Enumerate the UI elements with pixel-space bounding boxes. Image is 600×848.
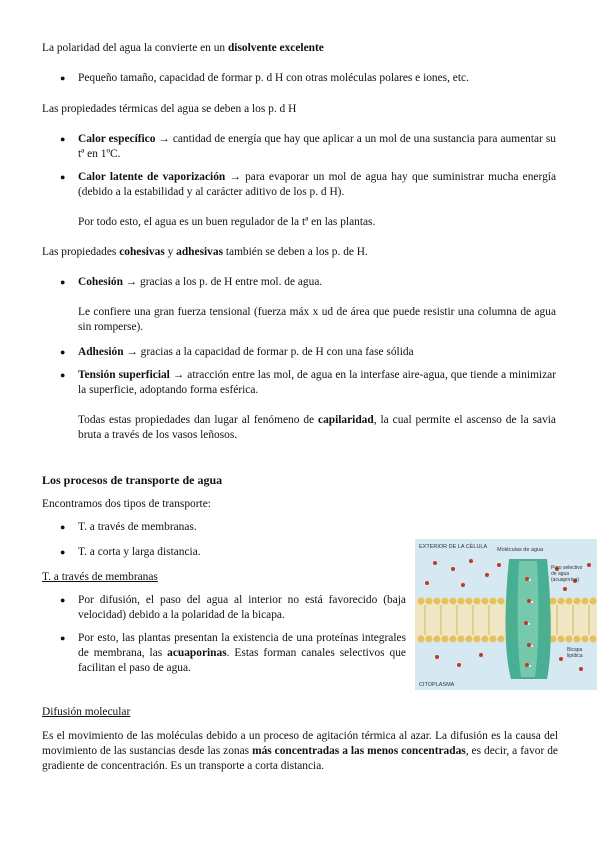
bullet-icon: ● — [60, 595, 66, 605]
list-item: ● T. a través de membranas. — [60, 521, 197, 533]
list-item: ● Adhesión → gracias a la capacidad de formar p. de H con una fase sólida — [60, 346, 414, 358]
list-item: ● Tensión superficial → atracción entre las mol, de agua en la interfase aire-agua, que tiende a minimizar la superficie, adoptando forma esférica. — [60, 369, 556, 396]
list-item: ● Cohesión → gracias a los p. de H entre mol. de agua. — [60, 276, 323, 288]
bullet-icon: ● — [60, 370, 66, 380]
subheading-diffusion: Difusión molecular — [42, 706, 131, 718]
bullet-icon: ● — [60, 633, 66, 643]
label-bilayer: Bicapa lipídica — [567, 647, 583, 659]
list-item: ● Calor específico → cantidad de energía que hay que aplicar a un mol de una sustancia para aumentar su tª en 1ºC. — [60, 133, 556, 160]
paragraph-thermal: Las propiedades térmicas del agua se deben a los p. d H — [42, 103, 297, 115]
label-water: Moléculas de agua — [497, 547, 544, 553]
indented-note: Le confiere una gran fuerza tensional (fuerza máx x ud de área que puede resistir una columna de agua sin romperse). — [78, 306, 556, 333]
bullet-icon: ● — [60, 522, 66, 532]
list-item: ● Pequeño tamaño, capacidad de formar p. d H con otras moléculas polares e iones, etc. — [60, 72, 469, 84]
list-item: ● Por esto, las plantas presentan la existencia de una proteínas integrales de membrana, las acuaporinas. Estas forman canales selectivos que facilitan el paso de agua. — [60, 632, 406, 674]
paragraph-diffusion: Es el movimiento de las moléculas debido a un proceso de agitación térmica al azar. La difusión es la causa del movimiento de las sustancias desde las zonas más concentradas a las menos concentradas, es decir, a favor de gradiente de concentración. Es un transporte a corta distancia. — [42, 730, 558, 772]
aquaporin-figure — [415, 539, 597, 690]
paragraph-polarity: La polaridad del agua la convierte en un disolvente excelente — [42, 42, 324, 54]
bullet-icon: ● — [60, 547, 66, 557]
section-heading: Los procesos de transporte de agua — [42, 473, 223, 487]
paragraph-cohesive: Las propiedades cohesivas y adhesivas también se deben a los p. de H. — [42, 246, 368, 258]
label-cytoplasm: CITOPLASMA — [419, 682, 455, 688]
list-item: ● Por difusión, el paso del agua al interior no está favorecido (baja velocidad) debido a la polaridad de la bicapa. — [60, 594, 406, 621]
bullet-icon: ● — [60, 277, 66, 287]
subheading-membranes: T. a través de membranas — [42, 571, 158, 583]
label-exterior: EXTERIOR DE LA CÉLULA — [419, 544, 488, 550]
paragraph-types: Encontramos dos tipos de transporte: — [42, 498, 211, 510]
label-pore: Poro selectivo de agua (acuaporina) — [551, 565, 583, 583]
bullet-icon: ● — [60, 347, 66, 357]
bullet-icon: ● — [60, 73, 66, 83]
indented-note: Por todo esto, el agua es un buen regulador de la tª en las plantas. — [78, 216, 376, 228]
list-item: ● T. a corta y larga distancia. — [60, 546, 201, 558]
indented-note: Todas estas propiedades dan lugar al fenómeno de capilaridad, la cual permite el ascenso de la savia bruta a través de los vasos leñosos. — [78, 414, 556, 441]
bullet-icon: ● — [60, 172, 66, 182]
list-item: ● Calor latente de vaporización → para evaporar un mol de agua hay que suministrar mucha energía (debido a la estabilidad y al carácter aditivo de los p. d H). — [60, 171, 556, 198]
bullet-icon: ● — [60, 134, 66, 144]
